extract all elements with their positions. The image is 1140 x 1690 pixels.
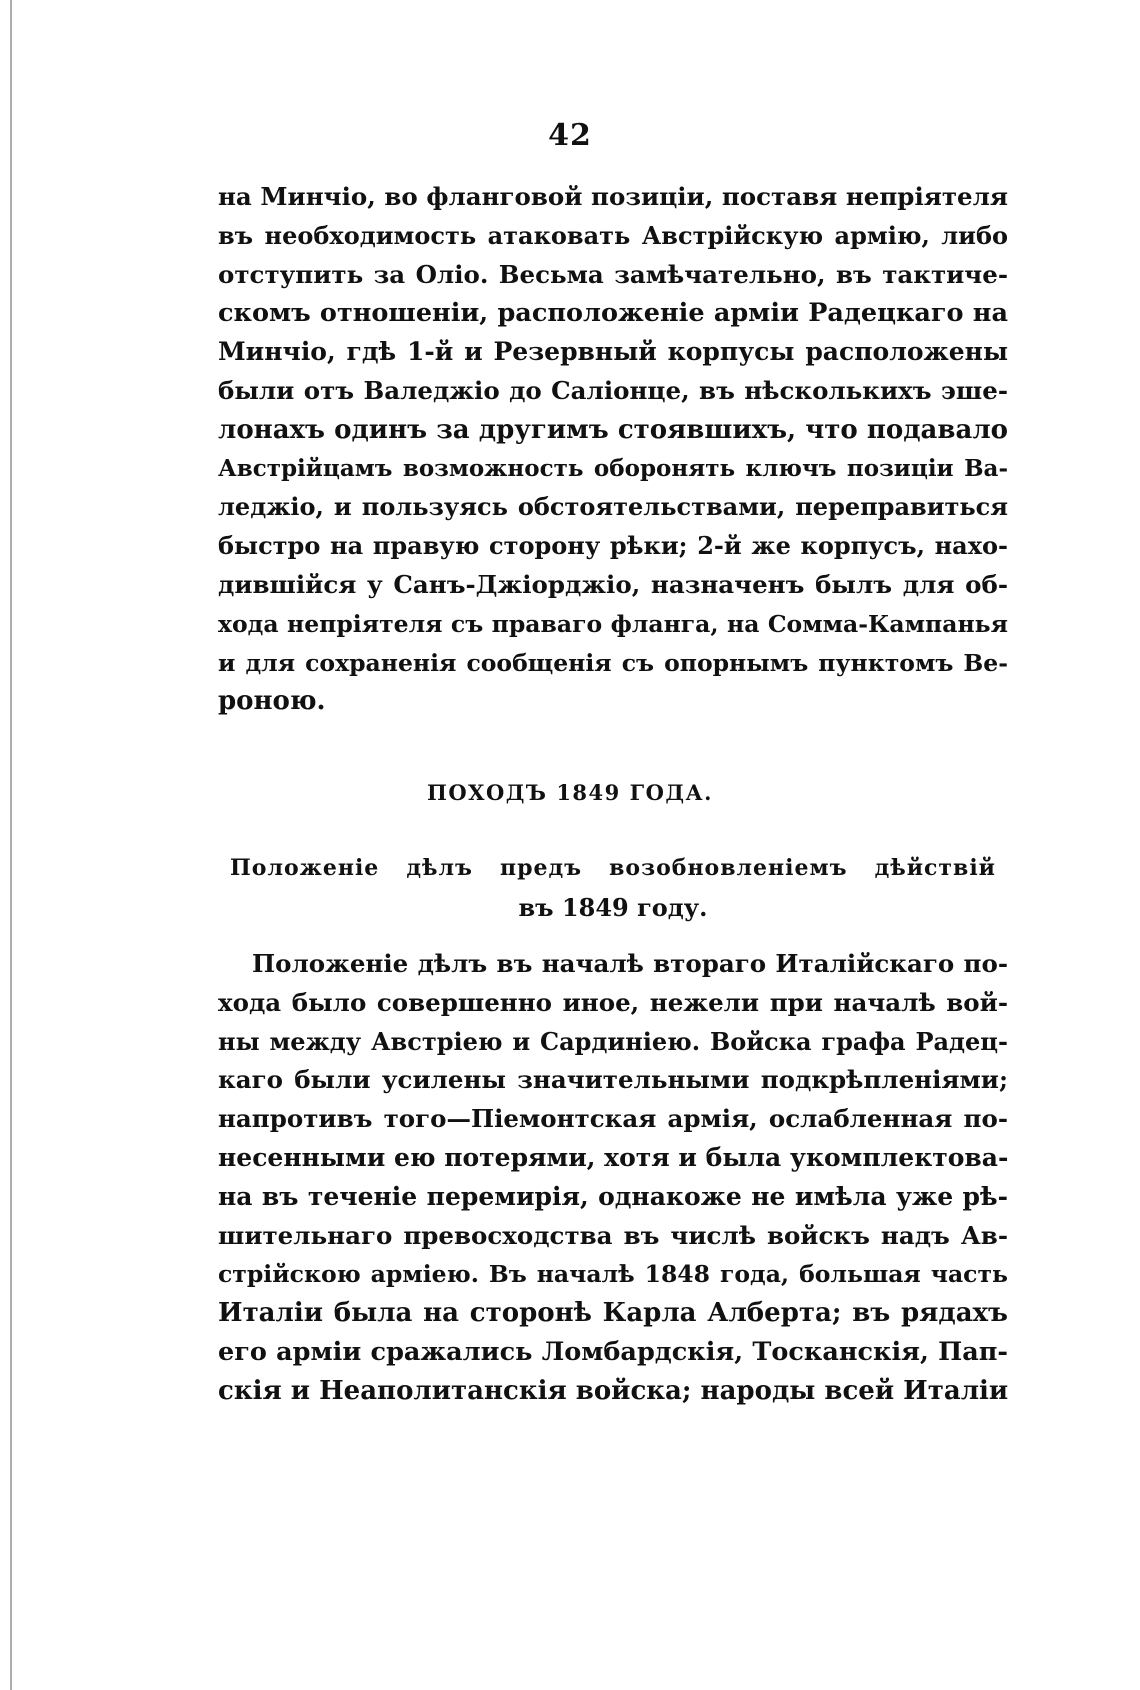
campaign-heading: ПОХОДЪ 1849 ГОДА. — [427, 780, 713, 805]
text-line: скомъ отношеніи, расположеніе арміи Радецкаго на — [218, 298, 1008, 329]
text-line: скія и Неаполитанскія войска; народы всей Италіи — [218, 1375, 1009, 1406]
paragraph-1 — [218, 178, 1008, 721]
text-line: роною. — [218, 686, 326, 717]
text-line: его арміи сражались Ломбардскія, Тосканскія, Пап- — [218, 1336, 1008, 1367]
text-line: на Минчіо, во фланговой позиціи, поставя непріятеля — [218, 182, 1008, 211]
section-heading — [230, 848, 996, 928]
text-line: ны между Австріею и Сардиніею. Войска графа Радец- — [218, 1026, 1008, 1056]
text-line: напротивъ того—Піемонтская армія, ослабленная по- — [218, 1104, 1008, 1134]
paragraph-2 — [218, 945, 1008, 1411]
text-line: Положеніе дѣлъ въ началѣ втораго Италійскаго по- — [252, 949, 1008, 978]
section-heading-line-1: Положеніе дѣлъ предъ возобновленіемъ дѣйствій — [230, 855, 996, 881]
page-number: 42 — [548, 118, 592, 153]
text-line: дившійся у Санъ-Джіорджіо, назначенъ былъ для об- — [218, 569, 1008, 599]
text-line: стрійскою арміею. Въ началѣ 1848 года, большая часть — [218, 1260, 1008, 1289]
text-line: хода непріятеля съ праваго фланга, на Сомма-Кампанья — [218, 609, 1008, 638]
text-line: шительнаго превосходства въ числѣ войскъ надъ Ав- — [218, 1220, 1008, 1250]
text-line: каго были усилены значительными подкрѣпленіями; — [218, 1065, 1008, 1095]
text-line: на въ теченіе перемирія, однакоже не имѣла уже рѣ- — [218, 1181, 1008, 1211]
text-line: леджіо, и пользуясь обстоятельствами, переправиться — [218, 492, 1008, 522]
scan-border-line — [10, 0, 12, 1690]
text-line: были отъ Валеджіо до Саліонце, въ нѣсколькихъ эше- — [218, 375, 1008, 405]
text-line: быстро на правую сторону рѣки; 2-й же корпусъ, нахо- — [218, 531, 1008, 561]
section-heading-line-2: въ 1849 году. — [518, 893, 708, 922]
text-line: въ необходимость атаковать Австрійскую армію, либо — [218, 220, 1008, 250]
text-line: Минчіо, гдѣ 1-й и Резервный корпусы расположены — [218, 337, 1008, 367]
text-line: Италіи была на сторонѣ Карла Алберта; въ рядахъ — [218, 1298, 1008, 1329]
text-line: хода было совершенно иное, нежели при началѣ вой- — [218, 987, 1008, 1017]
text-line: отступить за Оліо. Весьма замѣчательно, въ тактиче- — [218, 259, 1008, 289]
text-line: несенными ею потерями, хотя и была укомплектова- — [218, 1142, 1009, 1172]
text-line: Австрійцамъ возможность оборонять ключъ позиціи Ва- — [218, 454, 1008, 482]
text-line: лонахъ одинъ за другимъ стоявшихъ, что подавало — [218, 414, 1008, 445]
text-line: и для сохраненія сообщенія съ опорнымъ пунктомъ Ве- — [218, 648, 1008, 677]
